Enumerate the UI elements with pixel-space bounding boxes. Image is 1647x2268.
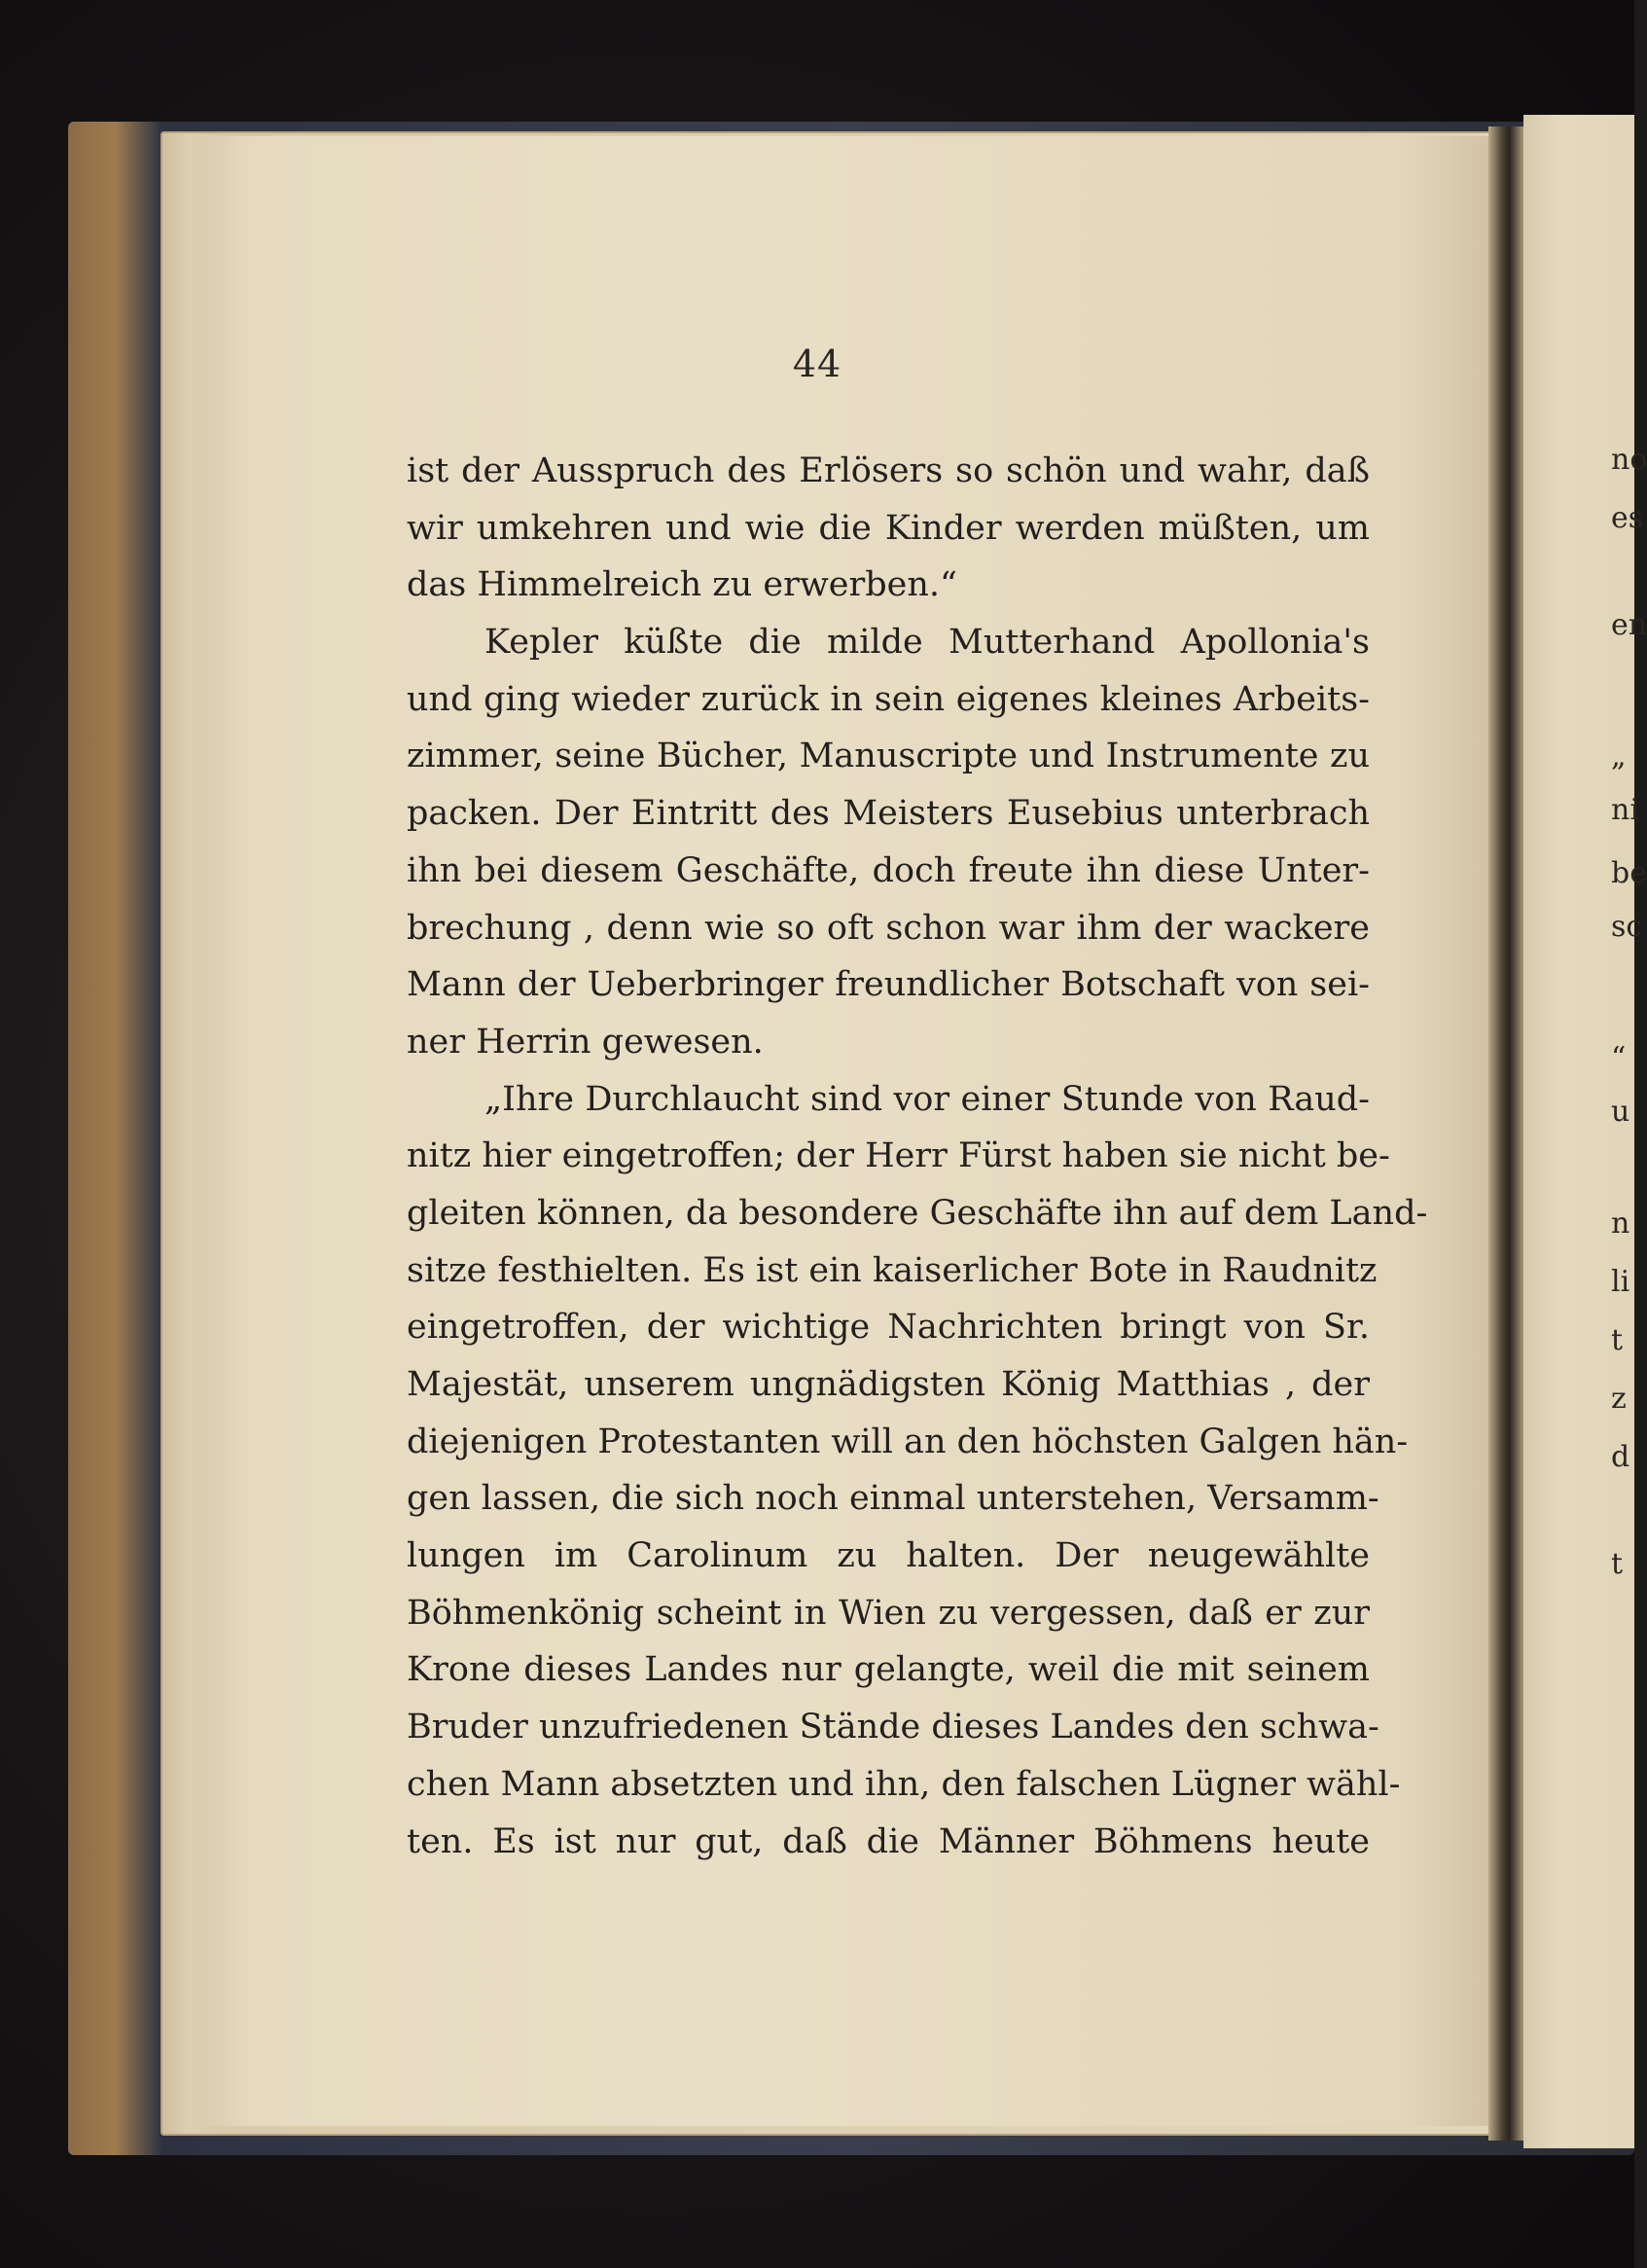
- text-line: Kepler küßte die milde Mutterhand Apollonia's: [484, 623, 1370, 663]
- page-text: [407, 443, 1428, 1870]
- text-line: ner Herrin gewesen.: [407, 1022, 764, 1062]
- text-line: Mann der Ueberbringer freundlicher Botschaft von sei-: [407, 965, 1370, 1005]
- right-page-fragment: sc: [1611, 910, 1643, 944]
- text-line: gen lassen, die sich noch einmal unterstehen, Versamm-: [407, 1479, 1379, 1519]
- text-line: zimmer, seine Bücher, Manuscripte und Instrumente zu: [407, 737, 1370, 776]
- text-line: „Ihre Durchlaucht sind vor einer Stunde von Raud-: [484, 1079, 1370, 1119]
- text-line: chen Mann absetzten und ihn, den falschen Lügner wähl-: [407, 1764, 1401, 1804]
- text-line: eingetroffen, der wichtige Nachrichten bringt von Sr.: [407, 1308, 1370, 1348]
- right-page-fragment: n: [1611, 1206, 1630, 1241]
- text-line: Krone dieses Landes nur gelangte, weil die mit seinem: [407, 1650, 1370, 1690]
- right-page-fragment: ni: [1611, 793, 1639, 827]
- text-line: ihn bei diesem Geschäfte, doch freute ihn diese Unter-: [407, 850, 1370, 890]
- right-page-fragment: en: [1611, 608, 1647, 642]
- text-line: wir umkehren und wie die Kinder werden müßten, um: [407, 508, 1370, 548]
- right-page-fragment: z: [1611, 1382, 1627, 1416]
- text-line: nitz hier eingetroffen; der Herr Fürst haben sie nicht be-: [407, 1136, 1390, 1176]
- text-line: lungen im Carolinum zu halten. Der neugewählte: [407, 1536, 1370, 1576]
- text-line: Majestät, unserem ungnädigsten König Matthias , der: [407, 1365, 1370, 1404]
- text-line: und ging wieder zurück in sein eigenes kleines Arbeits-: [407, 679, 1370, 719]
- right-page-fragment: t: [1611, 1323, 1624, 1357]
- right-page-fragment: no: [1611, 443, 1647, 477]
- page-number: 44: [792, 342, 842, 385]
- text-line: ten. Es ist nur gut, daß die Männer Böhmens heute: [407, 1821, 1370, 1861]
- text-line: Böhmenkönig scheint in Wien zu vergessen, daß er zur: [407, 1593, 1370, 1633]
- right-page-fragment: d: [1611, 1440, 1630, 1474]
- right-page-fragment: u: [1611, 1095, 1630, 1129]
- right-page-fragment: t: [1611, 1547, 1624, 1581]
- right-page-fragment: „: [1611, 739, 1627, 774]
- right-page-edge: [1523, 115, 1634, 2148]
- text-line: diejenigen Protestanten will an den höchsten Galgen hän-: [407, 1422, 1409, 1461]
- book-gutter: [1488, 126, 1523, 2141]
- right-page-fragment: be: [1611, 856, 1647, 890]
- right-page-fragment: es: [1611, 501, 1644, 535]
- text-line: das Himmelreich zu erwerben.“: [407, 565, 957, 605]
- text-line: brechung , denn wie so oft schon war ihm der wackere: [407, 908, 1370, 948]
- right-page-fragment: li: [1611, 1265, 1630, 1299]
- right-page-fragment: “: [1611, 1041, 1627, 1075]
- text-line: gleiten können, da besondere Geschäfte ihn auf dem Land-: [407, 1193, 1428, 1233]
- text-line: ist der Ausspruch des Erlösers so schön und wahr, daß: [407, 451, 1370, 490]
- text-line: Bruder unzufriedenen Stände dieses Landes den schwa-: [407, 1708, 1379, 1747]
- text-line: sitze festhielten. Es ist ein kaiserlicher Bote in Raudnitz: [407, 1250, 1378, 1290]
- text-line: packen. Der Eintritt des Meisters Eusebius unterbrach: [407, 794, 1370, 834]
